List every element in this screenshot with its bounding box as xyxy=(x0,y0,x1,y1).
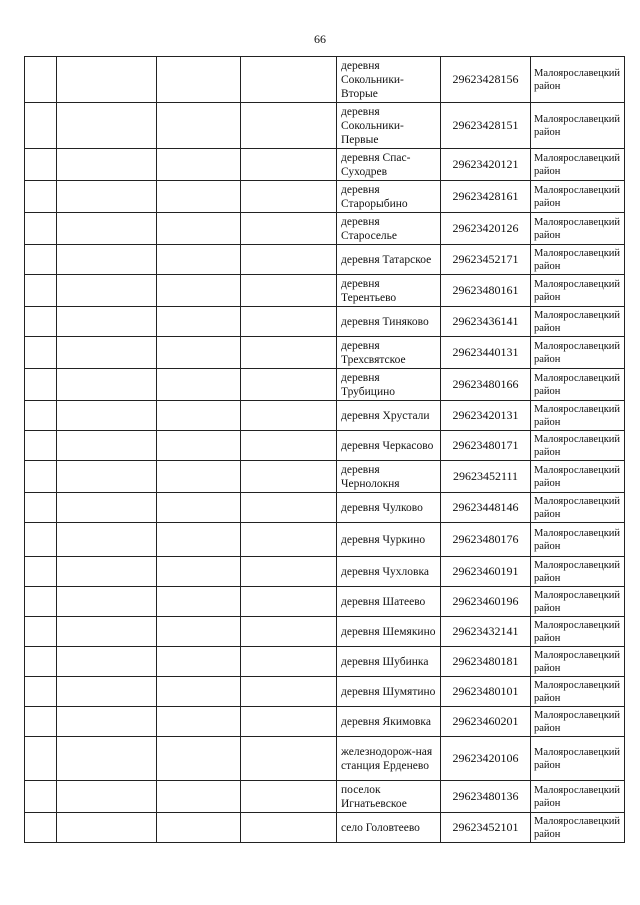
empty-cell xyxy=(157,337,241,369)
settlement-name: деревня Терентьево xyxy=(337,275,441,307)
empty-cell xyxy=(25,401,57,431)
page-number: 66 xyxy=(314,32,326,46)
table-row xyxy=(25,461,625,493)
settlement-code: 29623480171 xyxy=(441,431,531,461)
settlement-name: деревня Шумятино xyxy=(337,677,441,707)
empty-cell xyxy=(241,493,337,523)
settlement-code: 29623480166 xyxy=(441,369,531,401)
settlement-name: деревня Сокольники-Вторые xyxy=(337,57,441,103)
district-name: Малоярославецкий район xyxy=(531,307,625,337)
table-row xyxy=(25,523,625,557)
settlement-code: 29623480136 xyxy=(441,781,531,813)
district-name: Малоярославецкий район xyxy=(531,337,625,369)
empty-cell xyxy=(157,557,241,587)
settlement-code: 29623452111 xyxy=(441,461,531,493)
empty-cell xyxy=(241,557,337,587)
settlement-name: деревня Шемякино xyxy=(337,617,441,647)
empty-cell xyxy=(157,181,241,213)
empty-cell xyxy=(25,57,57,103)
district-name: Малоярославецкий район xyxy=(531,587,625,617)
empty-cell xyxy=(25,707,57,737)
settlement-code: 29623432141 xyxy=(441,617,531,647)
empty-cell xyxy=(25,369,57,401)
empty-cell xyxy=(57,181,157,213)
empty-cell xyxy=(157,493,241,523)
empty-cell xyxy=(25,737,57,781)
empty-cell xyxy=(157,57,241,103)
empty-cell xyxy=(157,523,241,557)
empty-cell xyxy=(57,707,157,737)
table-row xyxy=(25,401,625,431)
empty-cell xyxy=(57,493,157,523)
table-row xyxy=(25,307,625,337)
table-row xyxy=(25,781,625,813)
settlement-code: 29623436141 xyxy=(441,307,531,337)
empty-cell xyxy=(241,781,337,813)
empty-cell xyxy=(25,781,57,813)
settlement-name: деревня Шубинка xyxy=(337,647,441,677)
empty-cell xyxy=(157,617,241,647)
table-row xyxy=(25,369,625,401)
table-body xyxy=(25,57,625,843)
empty-cell xyxy=(157,677,241,707)
table-row xyxy=(25,493,625,523)
empty-cell xyxy=(25,213,57,245)
district-name: Малоярославецкий район xyxy=(531,245,625,275)
district-name: Малоярославецкий район xyxy=(531,461,625,493)
table-row xyxy=(25,813,625,843)
district-name: Малоярославецкий район xyxy=(531,781,625,813)
table-row xyxy=(25,737,625,781)
settlement-name: деревня Чухловка xyxy=(337,557,441,587)
district-name: Малоярославецкий район xyxy=(531,677,625,707)
empty-cell xyxy=(57,337,157,369)
empty-cell xyxy=(157,737,241,781)
table-row xyxy=(25,617,625,647)
empty-cell xyxy=(241,337,337,369)
settlement-code: 29623420126 xyxy=(441,213,531,245)
settlement-name: деревня Сокольники-Первые xyxy=(337,103,441,149)
empty-cell xyxy=(25,617,57,647)
empty-cell xyxy=(57,737,157,781)
settlement-name: деревня Трубицино xyxy=(337,369,441,401)
settlement-code: 29623420121 xyxy=(441,149,531,181)
empty-cell xyxy=(25,557,57,587)
table-row xyxy=(25,213,625,245)
settlement-name: деревня Хрустали xyxy=(337,401,441,431)
empty-cell xyxy=(57,213,157,245)
empty-cell xyxy=(157,103,241,149)
table-row xyxy=(25,181,625,213)
settlement-name: деревня Староселье xyxy=(337,213,441,245)
table-row xyxy=(25,245,625,275)
settlement-name: деревня Чернолокня xyxy=(337,461,441,493)
district-name: Малоярославецкий район xyxy=(531,149,625,181)
empty-cell xyxy=(25,275,57,307)
settlement-code: 29623452171 xyxy=(441,245,531,275)
district-name: Малоярославецкий район xyxy=(531,431,625,461)
settlement-code: 29623428161 xyxy=(441,181,531,213)
empty-cell xyxy=(57,677,157,707)
settlement-code: 29623460191 xyxy=(441,557,531,587)
empty-cell xyxy=(25,181,57,213)
empty-cell xyxy=(25,647,57,677)
table-row xyxy=(25,677,625,707)
empty-cell xyxy=(157,813,241,843)
empty-cell xyxy=(157,401,241,431)
table-row xyxy=(25,57,625,103)
empty-cell xyxy=(241,149,337,181)
district-name: Малоярославецкий район xyxy=(531,181,625,213)
empty-cell xyxy=(157,781,241,813)
district-name: Малоярославецкий район xyxy=(531,401,625,431)
empty-cell xyxy=(57,57,157,103)
empty-cell xyxy=(25,431,57,461)
empty-cell xyxy=(241,707,337,737)
district-name: Малоярославецкий район xyxy=(531,707,625,737)
settlement-code: 29623480101 xyxy=(441,677,531,707)
settlement-code: 29623480176 xyxy=(441,523,531,557)
empty-cell xyxy=(57,307,157,337)
settlement-name: деревня Старорыбино xyxy=(337,181,441,213)
empty-cell xyxy=(157,275,241,307)
empty-cell xyxy=(57,369,157,401)
empty-cell xyxy=(25,307,57,337)
settlement-name: поселок Игнатьевское xyxy=(337,781,441,813)
table-row xyxy=(25,149,625,181)
empty-cell xyxy=(57,103,157,149)
settlement-name: деревня Чуркино xyxy=(337,523,441,557)
district-name: Малоярославецкий район xyxy=(531,737,625,781)
empty-cell xyxy=(241,245,337,275)
district-name: Малоярославецкий район xyxy=(531,213,625,245)
empty-cell xyxy=(25,523,57,557)
empty-cell xyxy=(157,149,241,181)
district-name: Малоярославецкий район xyxy=(531,493,625,523)
settlement-name: деревня Спас-Суходрев xyxy=(337,149,441,181)
empty-cell xyxy=(241,275,337,307)
settlement-code: 29623448146 xyxy=(441,493,531,523)
empty-cell xyxy=(241,617,337,647)
empty-cell xyxy=(25,461,57,493)
empty-cell xyxy=(241,431,337,461)
settlement-code: 29623452101 xyxy=(441,813,531,843)
table-row xyxy=(25,587,625,617)
settlement-name: деревня Якимовка xyxy=(337,707,441,737)
table-row xyxy=(25,275,625,307)
empty-cell xyxy=(157,461,241,493)
empty-cell xyxy=(241,523,337,557)
empty-cell xyxy=(157,707,241,737)
empty-cell xyxy=(157,647,241,677)
district-name: Малоярославецкий район xyxy=(531,557,625,587)
settlement-code: 29623428151 xyxy=(441,103,531,149)
empty-cell xyxy=(241,307,337,337)
empty-cell xyxy=(157,213,241,245)
empty-cell xyxy=(57,149,157,181)
empty-cell xyxy=(241,587,337,617)
settlement-name: село Головтеево xyxy=(337,813,441,843)
settlement-name: деревня Чулково xyxy=(337,493,441,523)
settlement-code: 29623460201 xyxy=(441,707,531,737)
empty-cell xyxy=(241,737,337,781)
empty-cell xyxy=(57,523,157,557)
empty-cell xyxy=(57,245,157,275)
district-name: Малоярославецкий район xyxy=(531,813,625,843)
settlement-code: 29623480161 xyxy=(441,275,531,307)
empty-cell xyxy=(25,245,57,275)
table-row xyxy=(25,431,625,461)
empty-cell xyxy=(157,245,241,275)
settlement-name: деревня Черкасово xyxy=(337,431,441,461)
empty-cell xyxy=(25,587,57,617)
empty-cell xyxy=(25,149,57,181)
empty-cell xyxy=(25,103,57,149)
empty-cell xyxy=(57,461,157,493)
empty-cell xyxy=(57,647,157,677)
empty-cell xyxy=(157,369,241,401)
settlement-code: 29623440131 xyxy=(441,337,531,369)
empty-cell xyxy=(241,677,337,707)
empty-cell xyxy=(241,813,337,843)
empty-cell xyxy=(57,813,157,843)
empty-cell xyxy=(25,337,57,369)
settlement-name: железнодорож-ная станция Ерденево xyxy=(337,737,441,781)
empty-cell xyxy=(241,181,337,213)
empty-cell xyxy=(57,275,157,307)
empty-cell xyxy=(157,587,241,617)
empty-cell xyxy=(241,369,337,401)
settlement-code: 29623420106 xyxy=(441,737,531,781)
district-name: Малоярославецкий район xyxy=(531,57,625,103)
empty-cell xyxy=(57,617,157,647)
table-row xyxy=(25,557,625,587)
empty-cell xyxy=(57,557,157,587)
empty-cell xyxy=(25,493,57,523)
district-name: Малоярославецкий район xyxy=(531,523,625,557)
district-name: Малоярославецкий район xyxy=(531,275,625,307)
district-name: Малоярославецкий район xyxy=(531,617,625,647)
settlement-code: 29623420131 xyxy=(441,401,531,431)
table-row xyxy=(25,103,625,149)
empty-cell xyxy=(241,401,337,431)
settlement-name: деревня Шатеево xyxy=(337,587,441,617)
empty-cell xyxy=(25,677,57,707)
table-row xyxy=(25,707,625,737)
empty-cell xyxy=(25,813,57,843)
empty-cell xyxy=(157,431,241,461)
table-row xyxy=(25,337,625,369)
district-name: Малоярославецкий район xyxy=(531,369,625,401)
district-name: Малоярославецкий район xyxy=(531,103,625,149)
empty-cell xyxy=(241,57,337,103)
empty-cell xyxy=(241,647,337,677)
empty-cell xyxy=(57,431,157,461)
settlement-name: деревня Татарское xyxy=(337,245,441,275)
settlement-name: деревня Тиняково xyxy=(337,307,441,337)
settlement-code: 29623428156 xyxy=(441,57,531,103)
empty-cell xyxy=(57,781,157,813)
district-name: Малоярославецкий район xyxy=(531,647,625,677)
empty-cell xyxy=(157,307,241,337)
table-row xyxy=(25,647,625,677)
settlement-name: деревня Трехсвятское xyxy=(337,337,441,369)
settlements-table xyxy=(24,56,625,843)
settlement-code: 29623460196 xyxy=(441,587,531,617)
settlement-code: 29623480181 xyxy=(441,647,531,677)
empty-cell xyxy=(241,213,337,245)
empty-cell xyxy=(241,461,337,493)
empty-cell xyxy=(241,103,337,149)
empty-cell xyxy=(57,587,157,617)
empty-cell xyxy=(57,401,157,431)
